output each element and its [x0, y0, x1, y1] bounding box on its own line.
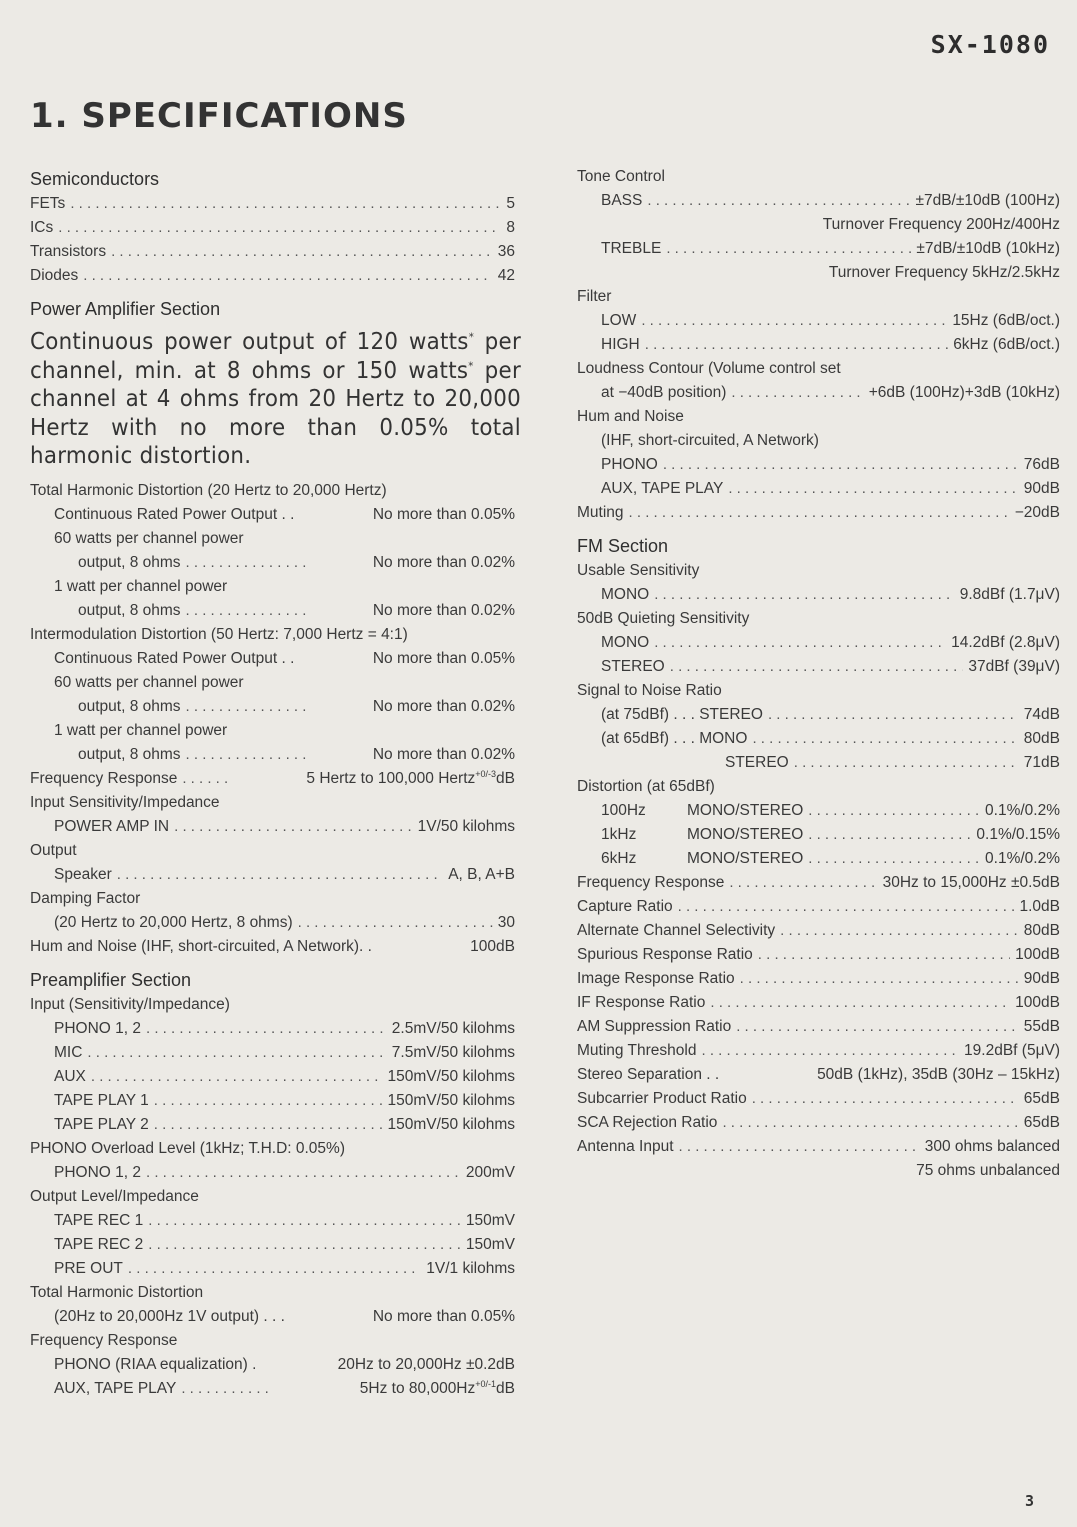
spec-row: PHONO 1, 2 . . . 200mV — [30, 1161, 515, 1185]
spec-title: Frequency Response — [30, 1331, 178, 1349]
spec-row: 6kHz MONO/STEREO . . . 0.1%/0.2% — [577, 847, 1060, 871]
spec-title: Loudness Contour (Volume control set — [577, 360, 841, 377]
spec-row: TAPE REC 1 . . . 150mV — [30, 1209, 515, 1233]
spec-row: Capture Ratio . . . 1.0dB — [577, 895, 1060, 919]
spec-row-frequency-response: Frequency Response . . . 5 Hertz to 100,000 Hertz$^{+0/-3}$dB — [30, 767, 515, 791]
spec-row: Image Response Ratio . . . 90dB — [577, 967, 1060, 991]
page-number: 3 — [1025, 1492, 1035, 1510]
spec-row: TAPE PLAY 1 . . . 150mV/50 kilohms — [30, 1089, 515, 1113]
spec-title: Usable Sensitivity — [577, 562, 700, 579]
spec-row: IF Response Ratio . . . 100dB — [577, 991, 1060, 1015]
spec-title: Tone Control — [577, 168, 665, 185]
spec-row: ICs . . . 8 — [30, 216, 515, 240]
spec-row: Antenna Input . . . 300 ohms balanced — [577, 1135, 1060, 1159]
spec-row: Stereo Separation . . 50dB (1kHz), 35dB (30Hz – 15kHz) — [577, 1066, 1060, 1083]
spec-row: AUX, TAPE PLAY . . . 5Hz to $80,000Hz^{+0/-1}dB$ — [30, 1377, 515, 1401]
spec-row: Muting . . . −20dB — [577, 501, 1060, 525]
spec-row: output, 8 ohms . . . No more than 0.02% — [30, 551, 515, 575]
spec-row: (at 65dBf) . . . MONO . . . 80dB — [577, 727, 1060, 751]
spec-subtitle: (IHF, short-circuited, A Network) — [601, 432, 819, 449]
spec-row: Continuous Rated Power Output . . No more than 0.05% — [54, 649, 515, 667]
spec-subtitle: 60 watts per channel power — [54, 673, 244, 691]
spec-note: Turnover Frequency 200Hz/400Hz — [822, 216, 1060, 233]
spec-row: Transistors . . . 36 — [30, 240, 515, 264]
section-heading-power-amplifier: Power Amplifier Section — [30, 299, 221, 319]
spec-row: at −40dB position) . . . +6dB (100Hz)+3dB (10kHz) — [577, 381, 1060, 405]
spec-row: MONO . . . 9.8dBf (1.7μV) — [577, 583, 1060, 607]
spec-title: Input Sensitivity/Impedance — [30, 793, 220, 811]
spec-title: Input (Sensitivity/Impedance) — [30, 995, 230, 1013]
spec-row: Frequency Response . . . 30Hz to 15,000Hz ±0.5dB — [577, 871, 1060, 895]
spec-row: BASS . . . ±7dB/±10dB (100Hz) — [577, 189, 1060, 213]
spec-title: Signal to Noise Ratio — [577, 682, 722, 699]
spec-row: output, 8 ohms . . . No more than 0.02% — [30, 743, 515, 767]
spec-title: Distortion (at 65dBf) — [577, 778, 715, 795]
spec-row: PRE OUT . . . 1V/1 kilohms — [30, 1257, 515, 1281]
spec-row: TAPE REC 2 . . . 150mV — [30, 1233, 515, 1257]
spec-row: SCA Rejection Ratio . . . 65dB — [577, 1111, 1060, 1135]
left-column — [30, 166, 522, 1401]
spec-row: Hum and Noise (IHF, short-circuited, A Network). . 100dB — [30, 937, 515, 955]
spec-row: (20 Hertz to 20,000 Hertz, 8 ohms) . . . 30 — [30, 911, 515, 935]
spec-row: AUX . . . 150mV/50 kilohms — [30, 1065, 515, 1089]
spec-row: TAPE PLAY 2 . . . 150mV/50 kilohms — [30, 1113, 515, 1137]
spec-row: MONO . . . 14.2dBf (2.8μV) — [577, 631, 1060, 655]
spec-subtitle: 60 watts per channel power — [54, 529, 244, 547]
spec-row: Diodes . . . 42 — [30, 264, 515, 288]
spec-row: (at 75dBf) . . . STEREO . . . 74dB — [577, 703, 1060, 727]
section-heading-preamplifier: Preamplifier Section — [30, 969, 192, 990]
spec-row: STEREO . . . 71dB — [577, 751, 1060, 775]
spec-row: Speaker . . . A, B, A+B — [30, 863, 515, 887]
spec-row: output, 8 ohms . . . No more than 0.02% — [30, 599, 515, 623]
section-heading-semiconductors: Semiconductors — [30, 169, 160, 189]
model-number: SX-1080 — [930, 30, 1050, 59]
spec-title: Hum and Noise — [577, 408, 684, 425]
spec-row: (20Hz to 20,000Hz 1V output) . . . No more than 0.05% — [54, 1307, 515, 1325]
spec-row: POWER AMP IN . . . 1V/50 kilohms — [30, 815, 515, 839]
spec-row: AM Suppression Ratio . . . 55dB — [577, 1015, 1060, 1039]
spec-row: FETs . . . 5 — [30, 192, 515, 216]
spec-row: Muting Threshold . . . 19.2dBf (5μV) — [577, 1039, 1060, 1063]
spec-row: LOW . . . 15Hz (6dB/oct.) — [577, 309, 1060, 333]
spec-title: Output — [30, 841, 77, 859]
spec-title: Output Level/Impedance — [30, 1187, 199, 1205]
spec-row: MIC . . . 7.5mV/50 kilohms — [30, 1041, 515, 1065]
spec-title: Total Harmonic Distortion — [30, 1283, 204, 1301]
spec-title: 50dB Quieting Sensitivity — [577, 610, 750, 627]
spec-row: STEREO . . . 37dBf (39μV) — [577, 655, 1060, 679]
spec-row: 100Hz MONO/STEREO . . . 0.1%/0.2% — [577, 799, 1060, 823]
spec-title: PHONO Overload Level (1kHz; T.H.D: 0.05%) — [30, 1139, 345, 1157]
page-title: 1. SPECIFICATIONS — [30, 96, 408, 136]
spec-row: HIGH . . . 6kHz (6dB/oct.) — [577, 333, 1060, 357]
spec-subtitle: 1 watt per channel power — [54, 721, 228, 739]
spec-row: Subcarrier Product Ratio . . . 65dB — [577, 1087, 1060, 1111]
spec-subtitle: 1 watt per channel power — [54, 577, 228, 595]
spec-title: Total Harmonic Distortion (20 Hertz to 20,000 Hertz) — [30, 481, 387, 499]
spec-row: Alternate Channel Selectivity . . . 80dB — [577, 919, 1060, 943]
power-output-statement: Continuous power output of 120 watts* per channel, min. at 8 ohms or 150 watts* per channel at 4 ohms from 20 Hertz to 20,000 Hertz with no more than 0.05% total harmonic distortion. — [30, 329, 522, 469]
spec-row: TREBLE . . . ±7dB/±10dB (10kHz) — [577, 237, 1060, 261]
spec-note: Turnover Frequency 5kHz/2.5kHz — [828, 264, 1060, 281]
right-column — [577, 165, 1060, 1183]
spec-note: 75 ohms unbalanced — [916, 1162, 1060, 1179]
spec-row: PHONO 1, 2 . . . 2.5mV/50 kilohms — [30, 1017, 515, 1041]
spec-row: output, 8 ohms . . . No more than 0.02% — [30, 695, 515, 719]
spec-row: PHONO . . . 76dB — [577, 453, 1060, 477]
spec-row: PHONO (RIAA equalization) . 20Hz to 20,000Hz ±0.2dB — [54, 1355, 515, 1373]
section-heading-fm: FM Section — [577, 536, 669, 556]
spec-row: 1kHz MONO/STEREO . . . 0.1%/0.15% — [577, 823, 1060, 847]
spec-title: Intermodulation Distortion (50 Hertz: 7,000 Hertz = 4:1) — [30, 625, 408, 643]
spec-row: Spurious Response Ratio . . . 100dB — [577, 943, 1060, 967]
spec-row: AUX, TAPE PLAY . . . 90dB — [577, 477, 1060, 501]
spec-title: Filter — [577, 288, 612, 305]
spec-row: Continuous Rated Power Output . . No more than 0.05% — [54, 505, 515, 523]
spec-title: Damping Factor — [30, 889, 141, 907]
